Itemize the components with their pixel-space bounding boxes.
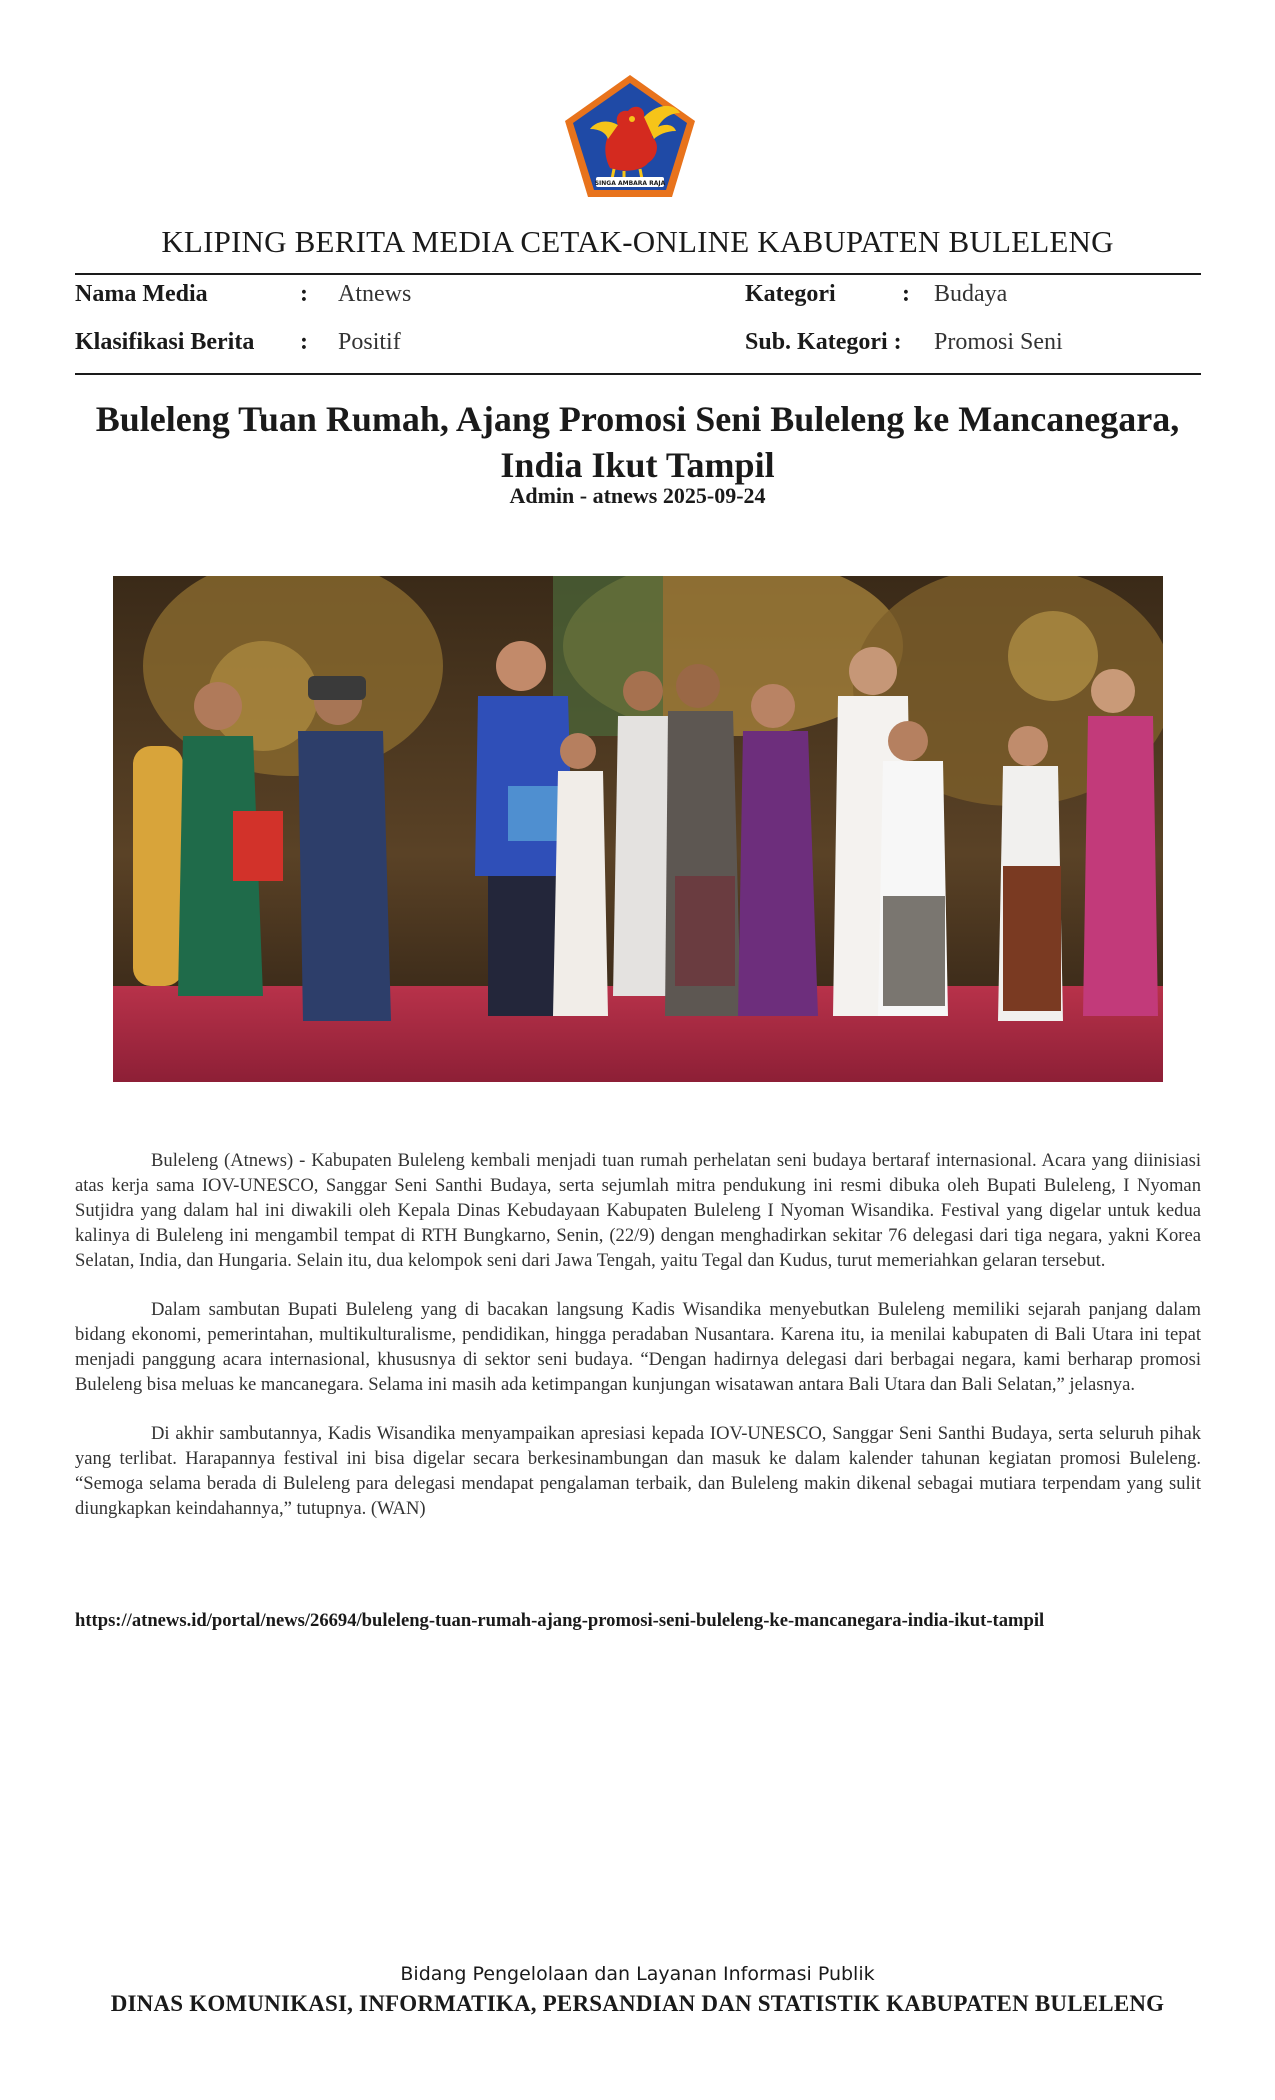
kategori-label: Kategori (745, 281, 836, 307)
article-paragraph: Buleleng (Atnews) - Kabupaten Buleleng kembali menjadi tuan rumah perhelatan seni budaya bertaraf internasional. Acara yang diinisiasi atas kerja sama IOV-UNESCO, Sanggar Seni Santhi Budaya, serta sejumlah mitra pendukung ini resmi dibuka oleh Bupati Buleleng, I Nyoman Sutjidra yang dalam hal ini diwakili oleh Kepala Dinas Kebudayaan Kabupaten Buleleng I Nyoman Wisandika. Festival yang digelar untuk kedua kalinya di Buleleng ini mengambil tempat di RTH Bungkarno, Senin, (22/9) dengan menghadirkan sekitar 76 delegasi dari tiga negara, yakni Korea Selatan, India, dan Hungaria. Selain itu, dua kelompok seni dari Jawa Tengah, yaitu Tegal dan Kudus, turut memeriahkan gelaran tersebut. (75, 1150, 1201, 1271)
source-url-link[interactable]: https://atnews.id/portal/news/26694/buleleng-tuan-rumah-ajang-promosi-seni-buleleng-ke-mancanegara-india-ikut-tampil (75, 1610, 1045, 1631)
article-paragraph: Dalam sambutan Bupati Buleleng yang di bacakan langsung Kadis Wisandika menyebutkan Buleleng memiliki sejarah panjang dalam bidang ekonomi, pemerintahan, multikulturalisme, pendidikan, hingga peradaban Nusantara. Karena itu, ia menilai kabupaten di Bali Utara ini tepat menjadi panggung acara internasional, khususnya di sektor seni budaya. “Dengan hadirnya delegasi dari berbagai negara, kami berharap promosi Buleleng bisa meluas ke mancanegara. Selama ini masih ada ketimpangan kunjungan wisatawan antara Bali Utara dan Bali Selatan,” jelasnya. (75, 1299, 1201, 1395)
article-body (75, 1148, 1201, 1545)
media-separator: : (300, 281, 308, 307)
clipping-header-title: KLIPING BERITA MEDIA CETAK-ONLINE KABUPATEN BULELENG (161, 224, 1114, 259)
header-top-divider (75, 273, 1201, 275)
emblem-motto: SINGA AMBARA RAJA (594, 180, 666, 187)
media-label: Nama Media (75, 281, 208, 307)
footer-agency: DINAS KOMUNIKASI, INFORMATIKA, PERSANDIAN DAN STATISTIK KABUPATEN BULELENG (110, 1991, 1165, 2016)
kategori-value: Budaya (934, 281, 1008, 307)
subkategori-label: Sub. Kategori : (745, 329, 902, 355)
klasifikasi-separator: : (300, 329, 308, 355)
klasifikasi-value: Positif (338, 329, 401, 355)
kategori-separator: : (902, 281, 910, 307)
article-paragraph: Di akhir sambutannya, Kadis Wisandika menyampaikan apresiasi kepada IOV-UNESCO, Sanggar Seni Santhi Budaya, serta seluruh pihak yang terlibat. Harapannya festival ini bisa digelar secara berkesinambungan dan masuk ke dalam kalender tahunan kegiatan promosi Buleleng. “Semoga selama berada di Buleleng para delegasi mendapat pengalaman terbaik, dan Buleleng makin dikenal sebagai mutiara terpendam yang sulit diungkapkan keindahannya,” tutupnya. (WAN) (75, 1423, 1201, 1519)
klasifikasi-label: Klasifikasi Berita (75, 329, 255, 355)
buleleng-regency-emblem (562, 73, 698, 201)
header-bottom-divider (75, 373, 1201, 375)
article-photo (113, 576, 1163, 1082)
article-title: Buleleng Tuan Rumah, Ajang Promosi Seni Buleleng ke Mancanegara, India Ikut Tampil (95, 399, 1180, 485)
media-value: Atnews (338, 281, 412, 307)
article-byline: Admin - atnews 2025-09-24 (509, 483, 766, 508)
footer-department: Bidang Pengelolaan dan Layanan Informasi Publik (400, 1963, 875, 1985)
subkategori-value: Promosi Seni (934, 329, 1063, 355)
